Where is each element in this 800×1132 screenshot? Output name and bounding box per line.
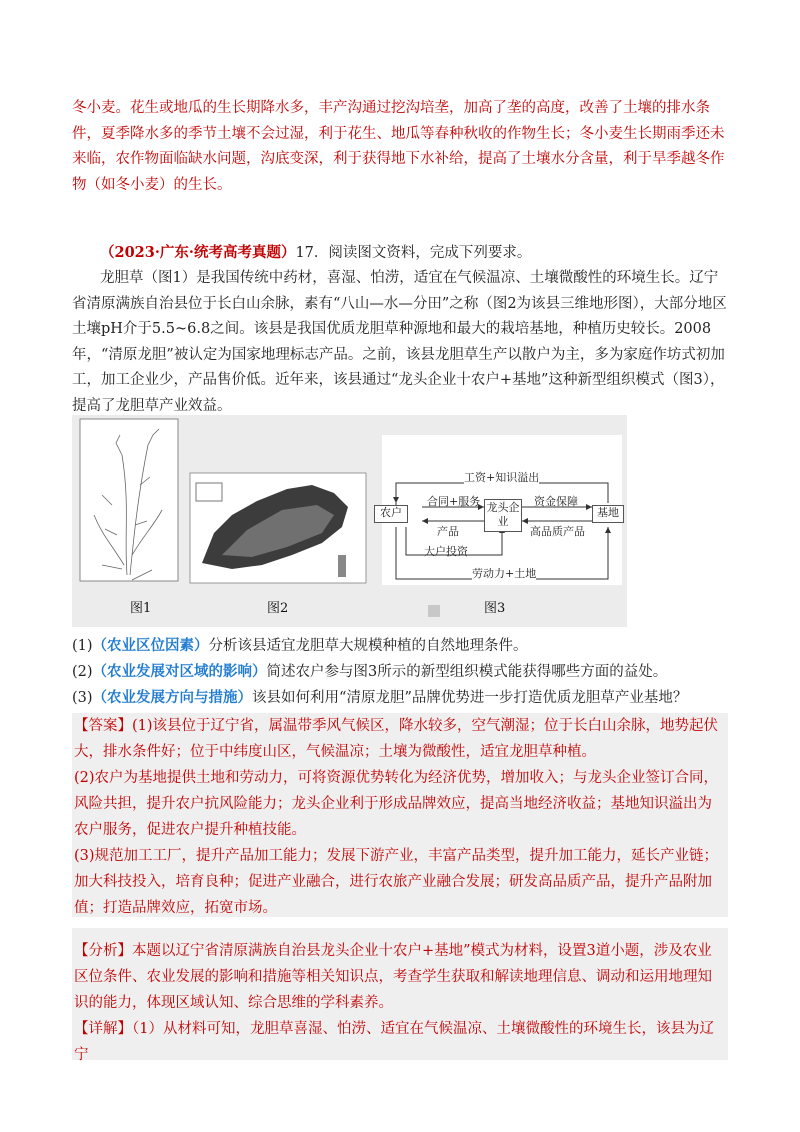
leader-node: 龙头企业 xyxy=(484,499,522,532)
gentian-plant-image xyxy=(80,419,178,581)
question-material: 龙胆草（图1）是我国传统中药材，喜湿、怕涝，适宜在气候温凉、土壤微酸性的环境生长。辽宁省清原满族自治县位于长白山余脉，素有“八山—水—分田”之称（图2为该县三维地形图），大部分地区土壤pH介于5.5~6.8之间。该县是我国优质龙胆草种源地和最大的栽培基地，种植历史较长。2008年，“清原龙胆”被认定为国家地理标志产品。之前，该县龙胆草生产以散户为主，多为家庭作坊式初加工，加工企业少，产品售价低。近年来，该县通过“龙头企业十农户+基地”这种新型组织模式（图3），提高了龙胆草产业效益。 xyxy=(72,270,727,414)
detail: 【详解】（1）从材料可知，龙胆草喜湿、怕涝、适宜在气候温凉、土壤微酸性的环境生长，该县为辽宁 xyxy=(74,1021,714,1063)
flow-investment: 大户投资 xyxy=(424,545,468,558)
analysis-label: 【分析】 xyxy=(74,943,132,959)
question-source: （2023·广东·统考高考真题） xyxy=(100,244,296,261)
sub-question-1: (1)（农业区位因素）分析该县适宜龙胆草大规模种植的自然地理条件。 xyxy=(72,637,528,654)
caption-fig2: 图2 xyxy=(267,601,289,616)
figure-panel xyxy=(72,415,627,627)
base-node: 基地 xyxy=(592,505,624,523)
answer-2: (2)农户为基地提供土地和劳动力，可将资源优势转化为经济优势，增加收入；与龙头企业签订合同，风险共担，提升农户抗风险能力；龙头企业利于形成品牌效应，提高当地经济收益；基地知识溢出为农户服务，促进农户提升种植技能。 xyxy=(74,770,719,838)
question-number: 17．阅读图文资料，完成下列要求。 xyxy=(295,245,532,261)
flow-quality: 高品质产品 xyxy=(530,525,585,538)
sub-question-2: (2)（农业发展对区域的影响）简述农户参与图3所示的新型组织模式能获得哪些方面的益处。 xyxy=(72,663,668,680)
figure-drawings xyxy=(72,415,627,627)
question-header xyxy=(72,240,732,267)
top-paragraph: 冬小麦。花生或地瓜的生长期降水多，丰产沟通过挖沟培垄，加高了垄的高度，改善了土壤的排水条件，夏季降水多的季节土壤不会过湿，利于花生、地瓜等春种秋收的作物生长；冬小麦生长期雨季还未来临，农作物面临缺水问题，沟底变深，利于获得地下水补给，提高了土壤水分含量，利于旱季越冬作物（如冬小麦）的生长。 xyxy=(72,100,725,193)
farmer-node: 农户 xyxy=(374,505,408,523)
sub-question-3: (3)（农业发展方向与措施）该县如何利用“清原龙胆”品牌优势进一步打造优质龙胆草产业基地？ xyxy=(72,689,688,706)
answer-block xyxy=(72,713,728,917)
caption-fig3: 图3 xyxy=(484,601,506,616)
answer-1: 【答案】(1)该县位于辽宁省，属温带季风气候区，降水较多，空气潮湿；位于长白山余脉，地势起伏大，排水条件好；位于中纬度山区，气候温凉；土壤为微酸性，适宜龙胆草种植。 xyxy=(74,718,719,760)
answer-label: 【答案】 xyxy=(74,718,132,734)
analysis: 【分析】本题以辽宁省清原满族自治县龙头企业十农户+基地”模式为材料，设置3道小题，涉及农业区位条件、农业发展的影响和措施等相关知识点，考查学生获取和解读地理信息、调动和运用地理知识的能力，体现区域认知、综合思维的学科素养。 xyxy=(74,943,712,1011)
caption-fig1: 图1 xyxy=(130,601,152,616)
flow-product: 产品 xyxy=(437,525,459,538)
terrain-map-image xyxy=(190,473,366,583)
flow-capital: 资金保障 xyxy=(534,495,578,508)
flow-labor: 劳动力+土地 xyxy=(472,567,537,580)
detail-label: 【详解】 xyxy=(74,1021,132,1037)
answer-3: (3)规范加工工厂，提升产品加工能力；发展下游产业，丰富产品类型，提升加工能力，延长产业链；加大科技投入，培育良种；促进产业融合，进行农旅产业融合发展；研发高品质产品，提升产品附加值；打造品牌效应，拓宽市场。 xyxy=(74,848,719,916)
flow-contract: 合同+服务 xyxy=(427,495,481,508)
analysis-block xyxy=(72,928,728,1063)
flow-top: 工资+知识溢出 xyxy=(464,471,540,484)
